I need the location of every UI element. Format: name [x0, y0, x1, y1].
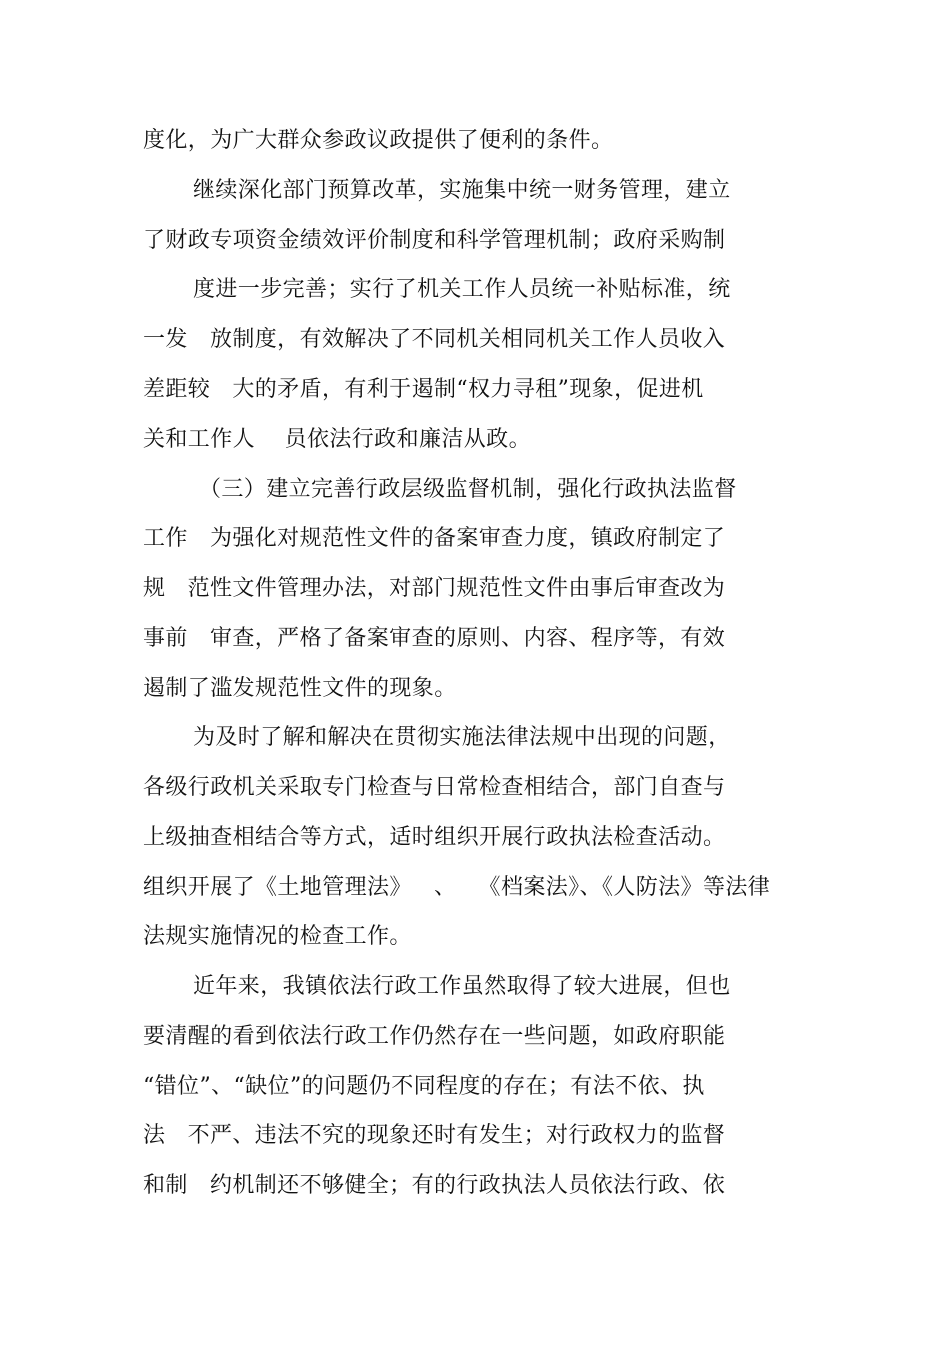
text-line: 差距较 大的矛盾，有利于遏制“权力寻租”现象，促进机 [143, 377, 704, 402]
text-line: 上级抽查相结合等方式，适时组织开展行政执法检查活动。 [143, 825, 726, 850]
text-line: 一发 放制度，有效解决了不同机关相同机关工作人员收入 [143, 327, 726, 352]
text-line: 遏制了滥发规范性文件的现象。 [143, 676, 457, 701]
text-line: 度化，为广大群众参政议政提供了便利的条件。 [143, 128, 614, 153]
text-line: 组织开展了《土地管理法》 、 《档案法》、《人防法》等法律 [143, 875, 771, 900]
text-line: “错位”、“缺位”的问题仍不同程度的存在；有法不依、执 [143, 1074, 705, 1099]
text-line: 度进一步完善；实行了机关工作人员统一补贴标准，统 [193, 277, 731, 302]
text-line: 法 不严、违法不究的现象还时有发生；对行政权力的监督 [143, 1123, 726, 1148]
text-line: 近年来，我镇依法行政工作虽然取得了较大进展，但也 [193, 974, 731, 999]
text-line: 工作 为强化对规范性文件的备案审查力度，镇政府制定了 [143, 526, 726, 551]
text-line: 各级行政机关采取专门检查与日常检查相结合，部门自查与 [143, 775, 726, 800]
text-line: 继续深化部门预算改革，实施集中统一财务管理，建立 [193, 178, 731, 203]
text-line: 关和工作人 员依法行政和廉洁从政。 [143, 427, 531, 452]
text-line: 要清醒的看到依法行政工作仍然存在一些问题，如政府职能 [143, 1024, 726, 1049]
text-line: 了财政专项资金绩效评价制度和科学管理机制；政府采购制 [143, 228, 726, 253]
text-line: 规 范性文件管理办法，对部门规范性文件由事后审查改为 [143, 576, 726, 601]
text-line: 事前 审查，严格了备案审查的原则、内容、程序等，有效 [143, 626, 726, 651]
text-line: （三）建立完善行政层级监督机制，强化行政执法监督 [199, 477, 737, 502]
text-line: 为及时了解和解决在贯彻实施法律法规中出现的问题， [193, 725, 731, 750]
text-line: 和制 约机制还不够健全；有的行政执法人员依法行政、依 [143, 1173, 726, 1198]
text-line: 法规实施情况的检查工作。 [143, 924, 412, 949]
